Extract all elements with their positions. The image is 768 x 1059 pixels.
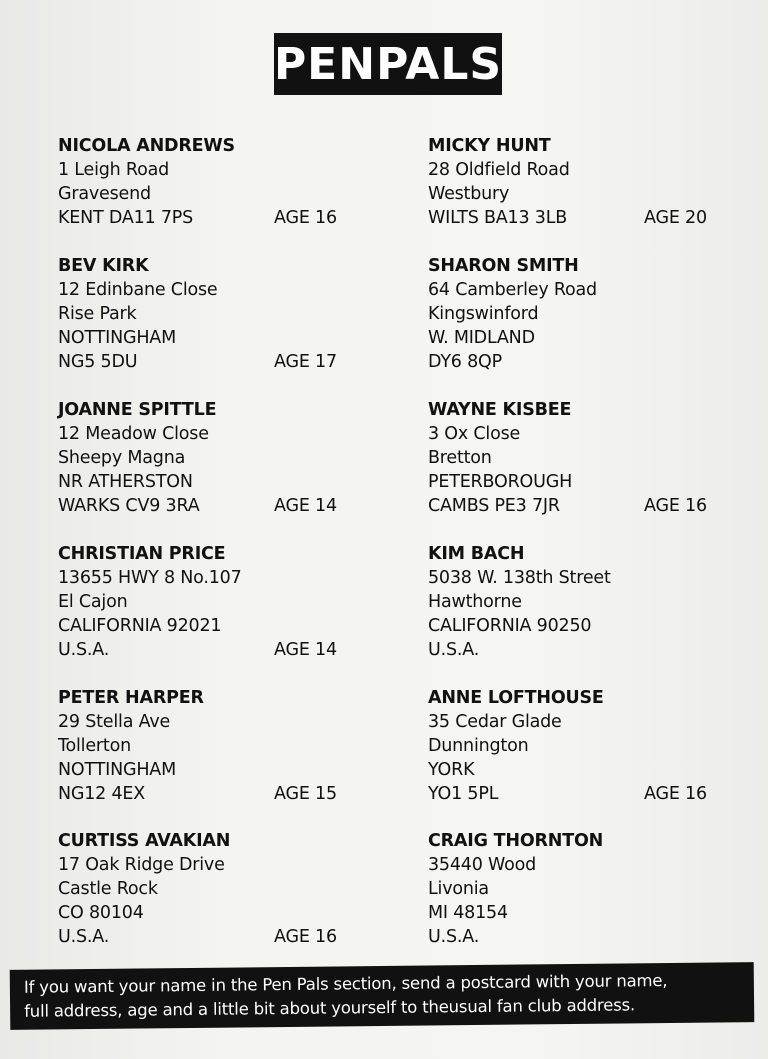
penpal-name: WAYNE KISBEE <box>428 400 572 420</box>
address-line: 29 Stella Ave <box>58 712 171 732</box>
penpal-name: NICOLA ANDREWS <box>58 136 235 156</box>
address-line: 35440 Wood <box>428 855 537 875</box>
address-line: Castle Rock <box>58 879 158 899</box>
address-line: U.S.A. <box>428 640 480 660</box>
penpal-entry <box>428 134 748 230</box>
penpal-entry <box>58 254 378 374</box>
address-line: CAMBS PE3 7JR <box>428 496 560 516</box>
address-line: Bretton <box>428 448 492 468</box>
address-line: Westbury <box>428 184 510 204</box>
penpal-entry <box>428 686 748 806</box>
age-label: AGE 16 <box>644 784 707 804</box>
penpal-entry <box>58 398 378 518</box>
penpal-entry <box>58 134 378 230</box>
address-line: 3 Ox Close <box>428 424 521 444</box>
address-line: KENT DA11 7PS <box>58 208 194 228</box>
page-title: PENPALS <box>274 33 502 95</box>
age-label: AGE 15 <box>274 784 337 804</box>
age-label: AGE 17 <box>274 352 337 372</box>
penpal-name: BEV KIRK <box>58 256 149 276</box>
address-line: YO1 5PL <box>428 784 499 804</box>
address-line: WARKS CV9 3RA <box>58 496 200 516</box>
address-line: NOTTINGHAM <box>58 328 176 348</box>
penpal-entry <box>428 829 748 949</box>
address-line: 64 Camberley Road <box>428 280 597 300</box>
address-line: Gravesend <box>58 184 151 204</box>
address-line: NR ATHERSTON <box>58 472 193 492</box>
penpal-entry <box>428 398 748 518</box>
penpal-name: PETER HARPER <box>58 688 204 708</box>
address-line: Hawthorne <box>428 592 522 612</box>
address-line: 35 Cedar Glade <box>428 712 562 732</box>
age-label: AGE 16 <box>274 208 337 228</box>
address-line: Dunnington <box>428 736 529 756</box>
address-line: 1 Leigh Road <box>58 160 170 180</box>
age-label: AGE 14 <box>274 640 337 660</box>
address-line: CALIFORNIA 92021 <box>58 616 222 636</box>
age-label: AGE 20 <box>644 208 707 228</box>
address-line: Tollerton <box>58 736 131 756</box>
footer-line: If you want your name in the Pen Pals section, send a postcard with your name, <box>23 971 668 997</box>
penpal-name: ANNE LOFTHOUSE <box>428 688 604 708</box>
address-line: CALIFORNIA 90250 <box>428 616 592 636</box>
penpal-name: JOANNE SPITTLE <box>58 400 217 420</box>
address-line: 5038 W. 138th Street <box>428 568 611 588</box>
address-line: El Cajon <box>58 592 128 612</box>
address-line: U.S.A. <box>58 640 110 660</box>
address-line: U.S.A. <box>428 927 480 947</box>
age-label: AGE 16 <box>274 927 337 947</box>
address-line: YORK <box>428 760 475 780</box>
address-line: Kingswinford <box>428 304 539 324</box>
footer-notice <box>10 962 755 1030</box>
age-label: AGE 16 <box>644 496 707 516</box>
penpal-entry <box>428 254 748 374</box>
address-line: NG12 4EX <box>58 784 146 804</box>
address-line: 12 Meadow Close <box>58 424 209 444</box>
age-label: AGE 14 <box>274 496 337 516</box>
address-line: U.S.A. <box>58 927 110 947</box>
penpal-name: CHRISTIAN PRICE <box>58 544 226 564</box>
address-line: 13655 HWY 8 No.107 <box>58 568 242 588</box>
address-line: MI 48154 <box>428 903 508 923</box>
address-line: Rise Park <box>58 304 137 324</box>
address-line: W. MIDLAND <box>428 328 535 348</box>
address-line: 17 Oak Ridge Drive <box>58 855 225 875</box>
penpal-name: MICKY HUNT <box>428 136 551 156</box>
penpal-name: KIM BACH <box>428 544 525 564</box>
address-line: PETERBOROUGH <box>428 472 573 492</box>
address-line: WILTS BA13 3LB <box>428 208 568 228</box>
address-line: Livonia <box>428 879 489 899</box>
footer-line: full address, age and a little bit about yourself to theusual fan club address. <box>24 995 636 1021</box>
penpal-name: SHARON SMITH <box>428 256 579 276</box>
address-line: NG5 5DU <box>58 352 138 372</box>
penpal-entry <box>428 542 748 662</box>
address-line: 28 Oldfield Road <box>428 160 570 180</box>
penpal-entry <box>58 829 378 949</box>
address-line: DY6 8QP <box>428 352 502 372</box>
address-line: 12 Edinbane Close <box>58 280 218 300</box>
address-line: CO 80104 <box>58 903 144 923</box>
address-line: Sheepy Magna <box>58 448 186 468</box>
penpal-name: CURTISS AVAKIAN <box>58 831 231 851</box>
penpal-entry <box>58 686 378 806</box>
penpal-name: CRAIG THORNTON <box>428 831 604 851</box>
address-line: NOTTINGHAM <box>58 760 176 780</box>
penpal-entry <box>58 542 378 662</box>
